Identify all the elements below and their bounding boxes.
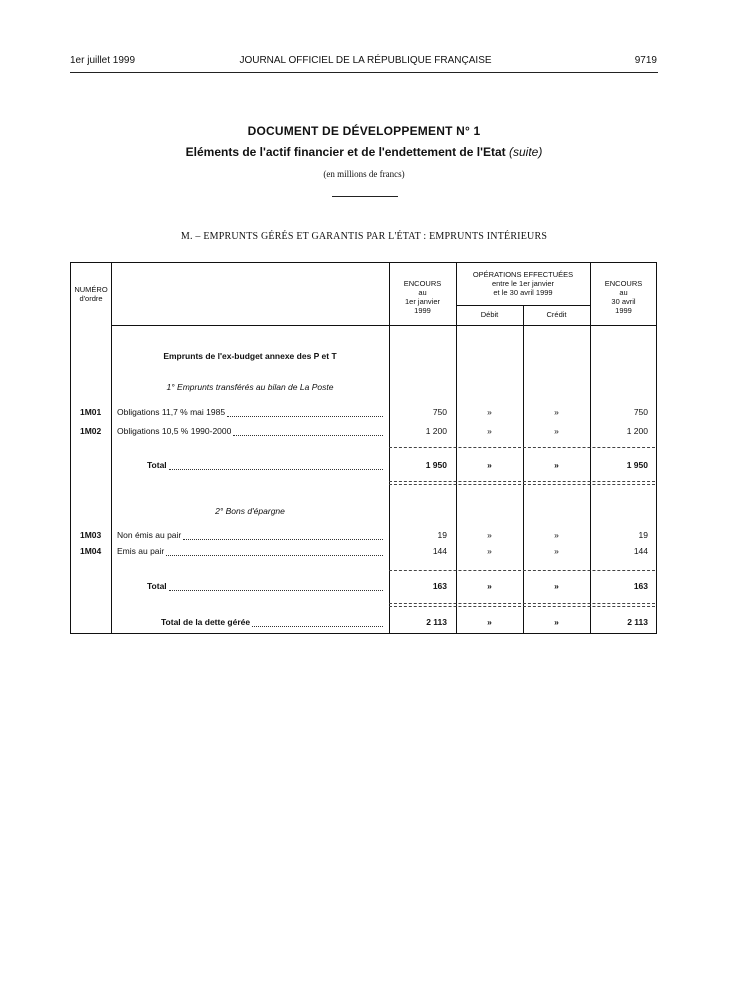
total-encours-start: 163 — [432, 581, 447, 591]
total-label — [147, 581, 383, 591]
header-rule — [70, 72, 658, 73]
leader-dots — [169, 462, 383, 470]
header-line: ENCOURS — [604, 279, 643, 288]
grand-total-label — [161, 617, 383, 627]
row-label-text: Non émis au pair — [117, 530, 182, 540]
total-debit: » — [487, 460, 492, 470]
col-divider — [111, 263, 112, 633]
total-separator — [389, 606, 655, 607]
page-number: 9719 — [634, 55, 657, 66]
header-line: au — [619, 288, 628, 297]
header-line: OPÉRATIONS EFFECTUÉES — [472, 270, 574, 279]
row-label-text: Obligations 10,5 % 1990-2000 — [117, 426, 232, 436]
encours-end-value: 750 — [633, 407, 648, 417]
total-credit: » — [554, 581, 559, 591]
total-encours-end: 1 950 — [626, 460, 648, 470]
header-line: 1999 — [414, 306, 431, 315]
debit-header: Débit — [480, 310, 499, 319]
title-rule — [332, 196, 398, 197]
encours-start-value: 1 200 — [425, 426, 447, 436]
document-title: DOCUMENT DE DÉVELOPPEMENT N° 1 — [247, 124, 481, 138]
row-number: 1M04 — [80, 546, 102, 556]
encours-start-header — [389, 279, 456, 315]
grand-total-label-text: Total de la dette gérée — [161, 617, 251, 627]
operations-header — [456, 270, 590, 297]
loans-table — [70, 262, 657, 634]
col-divider — [590, 263, 591, 633]
encours-end-value: 19 — [638, 530, 648, 540]
group-title: Emprunts de l'ex-budget annexe des P et T — [163, 351, 337, 361]
leader-dots — [166, 548, 383, 556]
encours-end-value: 1 200 — [626, 426, 648, 436]
encours-start-value: 144 — [432, 546, 447, 556]
leader-dots — [169, 583, 383, 591]
numero-header-line: d'ordre — [79, 294, 103, 303]
grand-total-encours-start: 2 113 — [426, 617, 447, 627]
row-label — [117, 530, 383, 540]
leader-dots — [233, 428, 383, 436]
row-label — [117, 407, 383, 417]
total-label-text: Total — [147, 581, 167, 591]
debit-value: » — [487, 407, 492, 417]
row-label — [117, 546, 383, 556]
numero-header-line: NUMÉRO — [74, 285, 108, 294]
debit-value: » — [487, 546, 492, 556]
total-separator — [389, 570, 655, 571]
grand-total-credit: » — [554, 617, 559, 627]
row-number: 1M03 — [80, 530, 102, 540]
total-label — [147, 460, 383, 470]
encours-start-value: 750 — [432, 407, 447, 417]
row-label — [117, 426, 383, 436]
credit-value: » — [554, 530, 559, 540]
leader-dots — [252, 619, 383, 627]
header-date: 1er juillet 1999 — [70, 55, 136, 66]
total-credit: » — [554, 460, 559, 470]
encours-end-header — [590, 279, 657, 315]
col-divider — [389, 263, 390, 633]
unit-note: (en millions de francs) — [323, 169, 405, 179]
credit-header: Crédit — [546, 310, 567, 319]
credit-value: » — [554, 546, 559, 556]
row-label-text: Obligations 11,7 % mai 1985 — [117, 407, 226, 417]
total-debit: » — [487, 581, 492, 591]
header-line: 1999 — [615, 306, 632, 315]
credit-value: » — [554, 407, 559, 417]
row-label-text: Emis au pair — [117, 546, 165, 556]
total-separator — [389, 447, 655, 448]
header-line: 30 avril — [611, 297, 636, 306]
numero-header — [71, 285, 111, 303]
row-number: 1M02 — [80, 426, 102, 436]
total-encours-start: 1 950 — [425, 460, 447, 470]
subsection-title: 1° Emprunts transférés au bilan de La Poste — [166, 382, 334, 392]
grand-total-encours-end: 2 113 — [627, 617, 648, 627]
document-subtitle — [70, 145, 658, 159]
total-label-text: Total — [147, 460, 167, 470]
row-number: 1M01 — [80, 407, 102, 417]
header-bottom-rule — [111, 325, 657, 326]
header-line: et le 30 avril 1999 — [493, 288, 553, 297]
subsection-title: 2° Bons d'épargne — [215, 506, 285, 516]
grand-total-debit: » — [487, 617, 492, 627]
subtitle-main: Eléments de l'actif financier et de l'endettement de l'Etat — [185, 145, 506, 159]
ops-subheader-rule — [456, 305, 590, 306]
header-line: au — [418, 288, 427, 297]
section-title: M. – EMPRUNTS GÉRÉS ET GARANTIS PAR L'ÉTAT : EMPRUNTS INTÉRIEURS — [180, 231, 548, 242]
journal-title: JOURNAL OFFICIEL DE LA RÉPUBLIQUE FRANÇAISE — [239, 55, 492, 66]
credit-value: » — [554, 426, 559, 436]
total-encours-end: 163 — [633, 581, 648, 591]
total-separator — [389, 484, 655, 485]
subtitle-suffix: (suite) — [508, 145, 543, 159]
total-separator — [389, 603, 655, 604]
header-line: ENCOURS — [403, 279, 442, 288]
total-separator — [389, 481, 655, 482]
encours-start-value: 19 — [437, 530, 447, 540]
debit-value: » — [487, 426, 492, 436]
header-line: entre le 1er janvier — [491, 279, 555, 288]
debit-value: » — [487, 530, 492, 540]
encours-end-value: 144 — [633, 546, 648, 556]
leader-dots — [227, 409, 383, 417]
header-line: 1er janvier — [404, 297, 441, 306]
leader-dots — [183, 532, 383, 540]
